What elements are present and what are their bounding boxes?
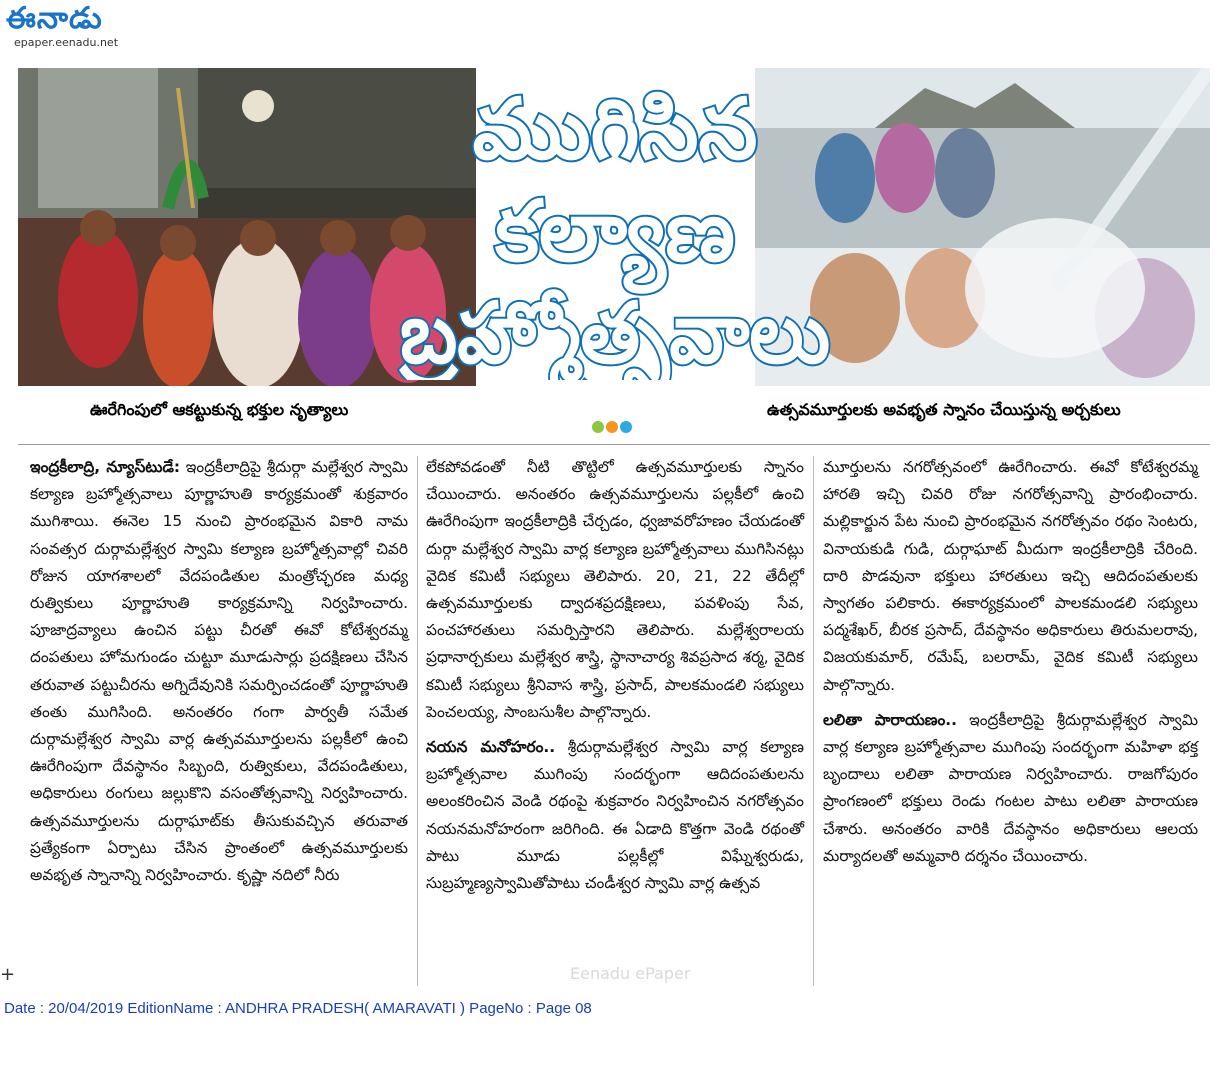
article-text: శ్రీదుర్గామల్లేశ్వర స్వామి వార్ల కల్యాణ బ్రహ్మోత్సవాల ముగింపు సందర్భంగా ఆదిదంపతులను అలంకరించిన వెండి రథంపై శుక్రవారం నిర్వహించిన నగరోత్సవం నయనమనోహరంగా జరిగింది. ఈ ఏడాది కొత్తగా వెండి రథంతో పాటు మూడు పల్లకీల్లో విఘ్నేశ్వరుడు, సుబ్రహ్మణ్యస్వామితోపాటు చండీశ్వర స్వామి వార్ల ఉత్సవ [426, 738, 804, 893]
dateline: ఇంద్రకీలాద్రి, న్యూస్‌టుడే: [30, 458, 181, 476]
article-text: ఇంద్రకీలాద్రిపై శ్రీదుర్గామల్లేశ్వర స్వామి వార్ల కల్యాణ బ్రహ్మోత్సవాల ముగింపు సందర్భంగా మహిళా భక్త బృందాలు లలితా పారాయణ నిర్వహించారు. రాజగోపురం ప్రాంగణంలో భక్తులు రెండు గంటల పాటు లలితా పారాయణ చేశారు. అనంతరం వారికి దేవస్థానం అధికారులు ఆలయ మర్యాదలతో అమ్మవారి దర్శనం చేయించారు. [823, 710, 1198, 865]
crosshair-icon: + [0, 964, 16, 985]
article-text: మూర్తులను నగరోత్సవంలో ఊరేగించారు. ఈవో కోటేశ్వరమ్మ హారతి ఇచ్చి చివరి రోజు నగరోత్సవాన్ని ప్రారంభించారు. మల్లికార్జున పేట నుంచి ప్రారంభమైన నగరోత్సవం రథం సెంటరు, వినాయకుడి గుడి, దుర్గాఘాట్ మీదుగా ఇంద్రకీలాద్రికి చేరింది. దారి పొడవునా భక్తులు హారతులు ఇచ్చి ఆదిదంపతులకు స్వాగతం పలికారు. ఈకార్యక్రమంలో పాలకమండలి సభ్యులు పద్మశేఖర్, బీరక ప్రసాద్, దేవస్థానం అధికారులు తిరుమలరావు, విజయకుమార్, రమేష్, బలరామ్, వైదిక కమిటీ సభ్యులు పాల్గొన్నారు. [823, 458, 1198, 694]
subheading: లలితా పారాయణం.. [823, 710, 957, 729]
headline-line-3: బ్రహ్మోత్సవాలు [400, 284, 835, 380]
column-divider [417, 456, 418, 986]
edition-footer: Date : 20/04/2019 EditionName : ANDHRA PRADESH( AMARAVATI ) PageNo : Page 08 [4, 1000, 592, 1017]
column-divider [813, 456, 814, 986]
caption-left: ఊరేగింపులో ఆకట్టుకున్న భక్తుల నృత్యాలు [90, 400, 349, 419]
divider [18, 444, 1210, 445]
site-url: epaper.eenadu.net [14, 36, 119, 49]
headline-line-2: కల్యాణ [495, 182, 735, 280]
article-column-2 [426, 454, 804, 897]
headline-line-1: ముగిసిన [472, 80, 758, 178]
article-text: లేకపోవడంతో నీటి తొట్టిలో ఉత్సవమూర్తులకు స్నానం చేయించారు. అనంతరం ఉత్సవమూర్తులను పల్లకీలో ఉంచి ఊరేగింపుగా ఇంద్రకీలాద్రికి చేర్చడం, ధ్వజావరోహణం చేయడంతో దుర్గా మల్లేశ్వర స్వామి వార్ల కల్యాణ బ్రహ్మోత్సవాలు ముగిసినట్లు వైదిక కమిటీ సభ్యులు తెలిపారు. 20, 21, 22 తేదీల్లో ఉత్సవమూర్తులకు ద్వాదశప్రదక్షిణలు, పవళింపు సేవ, పంచహారతులు సమర్పిస్తారని తెలిపారు. మల్లేశ్వరాలయ ప్రధానార్చకులు మల్లేశ్వర శాస్త్రి, స్థానాచార్య శివప్రసాద శర్మ, వైదిక కమిటీ సభ్యులు శ్రీనివాస శాస్త్రి, ప్రసాద్, పాలకమండలి సభ్యులు పెంచలయ్య, సాంబసుశీల పాల్గొన్నారు. [426, 458, 804, 721]
caption-right: ఉత్సవమూర్తులకు అవభృత స్నానం చేయిస్తున్న అర్చకులు [767, 400, 1121, 419]
logo-title: ఈనాడు [6, 1, 103, 36]
ornament-dots [590, 418, 640, 436]
watermark: Eenadu ePaper [570, 964, 691, 983]
article-column-3 [823, 454, 1198, 870]
masthead-logo[interactable] [6, 2, 146, 52]
headline [395, 80, 835, 380]
subheading: నయన మనోహరం.. [426, 738, 556, 757]
article-text: ఇంద్రకీలాద్రిపై శ్రీదుర్గా మల్లేశ్వర స్వామి కల్యాణ బ్రహ్మోత్సవాలు పూర్ణాహుతి కార్యక్రమంతో శుక్రవారం ముగిశాయి. ఈనెల 15 నుంచి ప్రారంభమైన వికారి నామ సంవత్సర దుర్గామల్లేశ్వర స్వామి కల్యాణ బ్రహ్మోత్సవాల్లో చివరి రోజున యాగశాలలో వేదపండితుల మంత్రోచ్ఛరణ మధ్య రుత్వికులు పూర్ణాహుతి కార్యక్రమాన్ని నిర్వహించారు. పూజాద్రవ్యాలు ఉంచిన పట్టు చీరతో ఈవో కోటేశ్వరమ్మ దంపతులు హోమగుండం చుట్టూ మూడుసార్లు ప్రదక్షిణలు చేసిన తరువాత పట్టుచీరను అగ్నిదేవునికి సమర్పించడంతో పూర్ణాహుతి తంతు ముగిసింది. అనంతరం గంగా పార్వతీ సమేత దుర్గామల్లేశ్వర స్వామి వార్ల ఉత్సవమూర్తులను పల్లకీలో ఉంచి ఊరేగింపుగా దేవస్థానం సిబ్బంది, రుత్వికులు, వేదపండితులు, అధికారులు రంగులు జల్లుకొని వసంతోత్సవాన్ని నిర్వహించారు. ఉత్సవమూర్తులను దుర్గాఘాట్‌కు తీసుకువచ్చిన తరువాత ప్రత్యేకంగా ఏర్పాటు చేసిన ప్రాంతంలో ఉత్సవమూర్తులకు అవభృత స్నానాన్ని నిర్వహించారు. కృష్ణా నదిలో నీరు [30, 458, 408, 885]
article-column-1 [30, 454, 408, 889]
